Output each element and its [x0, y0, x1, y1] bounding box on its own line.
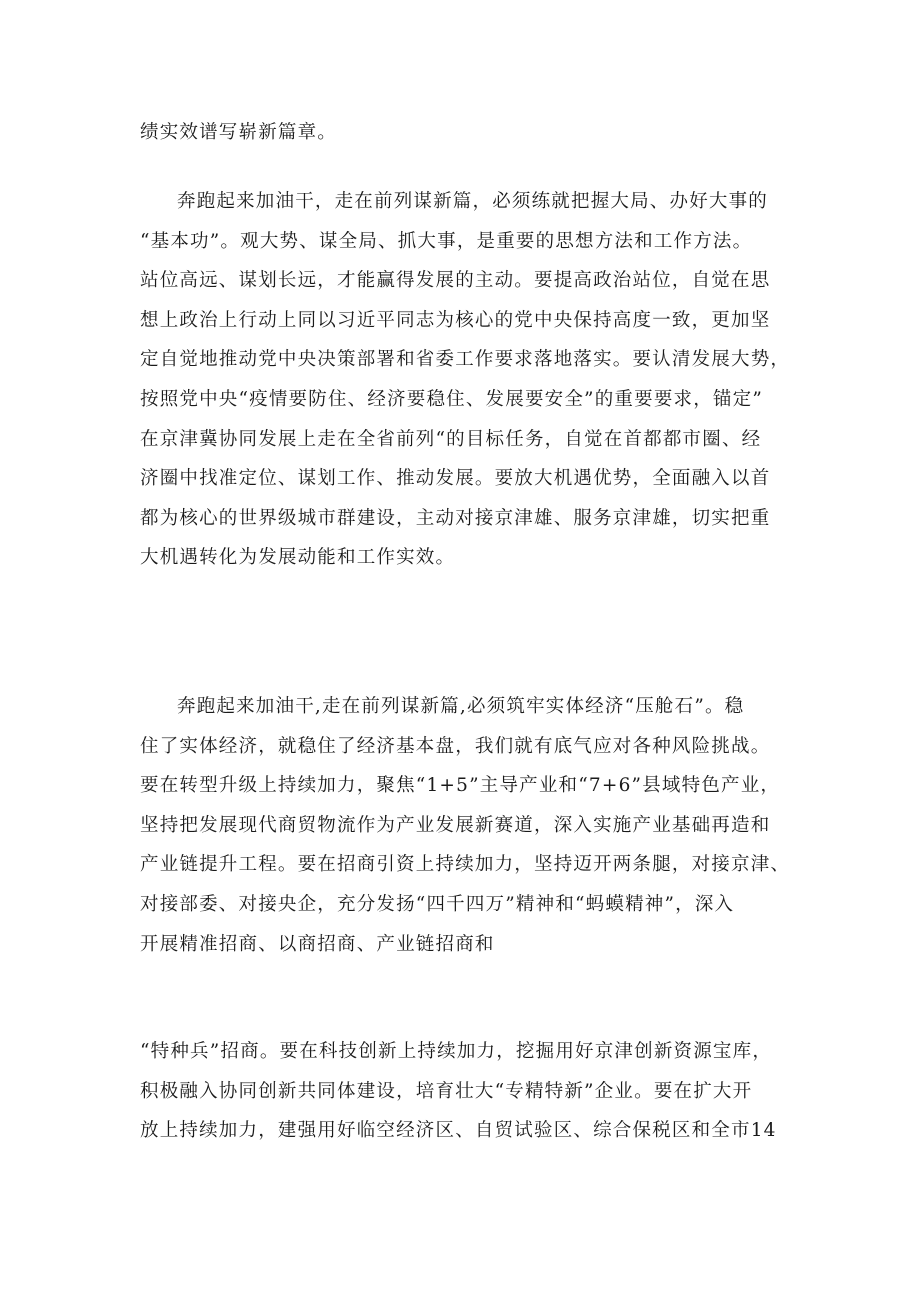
text-line: 奔跑起来加油干,走在前列谋新篇,必须筑牢实体经济“压舱石”。稳: [177, 696, 745, 717]
text-line: 产业链提升工程。要在招商引资上持续加力，坚持迈开两条腿，对接京津、: [140, 854, 791, 876]
text-line: 开展精准招商、以商招商、产业链招商和: [140, 933, 495, 955]
text-line: 对接部委、对接央企，充分发扬“四千四万”精神和“蚂蟆精神”，深入: [140, 893, 735, 915]
paragraph-3: [140, 687, 790, 964]
text-line: 坚持把发展现代商贸物流作为产业发展新赛道，深入实施产业基础再造和: [140, 814, 771, 836]
text-line: 济圈中找准定位、谋划工作、推动发展。要放大机遇优势，全面融入以首: [140, 468, 771, 490]
text-line: 住了实体经济，就稳住了经济基本盘，我们就有底气应对各种风险挑战。: [140, 735, 771, 757]
paragraph-1: [140, 113, 790, 153]
text-line: “特种兵”招商。要在科技创新上持续加力，挖掘用好京津创新资源宝库，: [140, 1041, 773, 1062]
text-line: 积极融入协同创新共同体建设，培育壮大“专精特新”企业。要在扩大开: [140, 1080, 753, 1102]
text-line: 奔跑起来加油干，走在前列谋新篇，必须练就把握大局、办好大事的: [177, 191, 769, 212]
text-line: 都为核心的世界级城市群建设，主动对接京津雄、服务京津雄，切实把重: [140, 507, 771, 529]
text-line: 想上政治上行动上同以习近平同志为核心的党中央保持高度一致，更加坚: [140, 309, 771, 331]
text-line: 要在转型升级上持续加力，聚焦“1+5”主导产业和“7+6”县域特色产业，: [140, 775, 781, 797]
text-line: 站位高远、谋划长远，才能赢得发展的主动。要提高政治站位，自觉在思: [140, 270, 771, 292]
text-line: 在京津冀协同发展上走在全省前列“的目标任务，自觉在首都都市圈、经: [140, 428, 762, 450]
text-line: 定自觉地推动党中央决策部署和省委工作要求落地落实。要认清发展大势，: [140, 349, 791, 371]
paragraph-2: [140, 182, 790, 578]
text-line: 大机遇转化为发展动能和工作实效。: [140, 547, 456, 569]
paragraph-4: [140, 1032, 790, 1151]
text-line: 绩实效谱写崭新篇章。: [140, 122, 338, 143]
text-line: 放上持续加力，建强用好临空经济区、自贸试验区、综合保税区和全市14: [140, 1120, 777, 1142]
text-line: 按照党中央“疫情要防住、经济要稳住、发展要安全”的重要要求，锚定”: [140, 388, 763, 410]
text-line: “基本功”。观大势、谋全局、抓大事，是重要的思想方法和工作方法。: [140, 230, 753, 252]
